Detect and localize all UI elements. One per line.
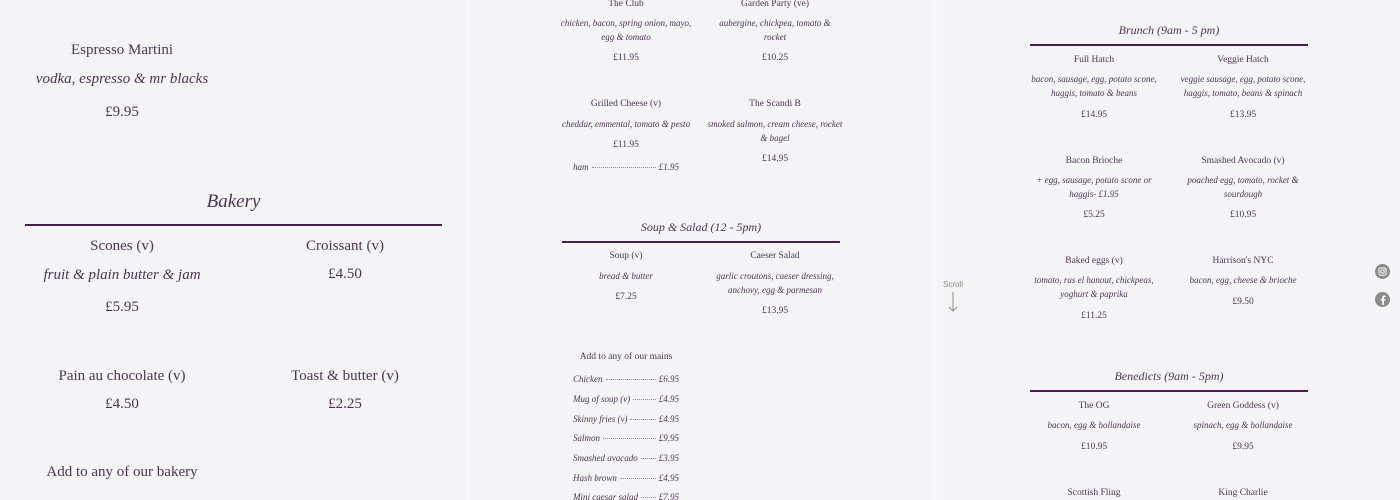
item-name: The Scandi B xyxy=(749,99,801,109)
scroll-label: Scroll xyxy=(942,280,963,289)
item-price: £11.95 xyxy=(613,140,639,150)
item-name: Harrison's NYC xyxy=(1212,256,1274,266)
item-name: Garden Party (ve) xyxy=(740,0,810,9)
item-price: £5.25 xyxy=(1083,210,1105,220)
brunch-panel xyxy=(937,0,1400,500)
section-title-soup: Soup & Salad (12 - 5pm) xyxy=(640,220,762,234)
item-price: £13.95 xyxy=(761,306,789,316)
item-desc: tomato, ras el hanout, chickpeas, yoghurt & paprika xyxy=(1034,275,1154,299)
addon-label: ham xyxy=(573,162,589,172)
item-price: £14.95 xyxy=(1080,110,1108,120)
item-price: £10.25 xyxy=(761,53,789,63)
section-title-benedicts: Benedicts (9am - 5pm) xyxy=(1114,369,1224,383)
item-name: Espresso Martini xyxy=(70,42,174,58)
scroll-indicator[interactable] xyxy=(938,280,968,318)
addon-price: £1.95 xyxy=(658,162,679,172)
item-name: The Club xyxy=(608,0,644,9)
item-desc: bacon, sausage, egg, potato scone, haggis, tomato & beans xyxy=(1031,74,1157,98)
item-desc: smoked salmon, cream cheese, rocket & bagel xyxy=(707,119,843,143)
item-name: Scones (v) xyxy=(90,238,154,254)
mains-addon-row: Mini caesar salad £7.95 xyxy=(573,492,679,500)
item-name: Full Hatch xyxy=(1073,55,1115,65)
item-desc: fruit & plain butter & jam xyxy=(43,267,201,283)
item-desc: cheddar, emmental, tomato & pesto xyxy=(562,119,690,129)
item-desc: aubergine, chickpea, tomato & rocket xyxy=(719,18,831,42)
item-desc: vodka, espresso & mr blacks xyxy=(35,71,209,87)
item-desc: poached egg, tomato, rocket & sourdough xyxy=(1187,175,1299,199)
item-name: Grilled Cheese (v) xyxy=(590,99,662,109)
item-name: Bacon Brioche xyxy=(1065,156,1123,166)
item-desc: chicken, bacon, spring onion, mayo, egg & tomato xyxy=(560,18,692,42)
item-price: £9.95 xyxy=(105,104,139,120)
section-divider xyxy=(562,241,840,243)
mains-addon-row: Skinny fries (v) £4.95 xyxy=(573,414,679,424)
mains-panel xyxy=(470,0,932,500)
mains-addon-row: Salmon £9.95 xyxy=(573,433,679,443)
item-price: £4.50 xyxy=(105,396,139,412)
item-desc: spinach, egg & hollandaise xyxy=(1193,420,1293,430)
item-desc: bread & butter xyxy=(599,271,653,281)
item-name: Pain au chocolate (v) xyxy=(58,368,186,384)
item-price: £2.25 xyxy=(328,396,362,412)
item-name: Veggie Hatch xyxy=(1217,55,1269,65)
section-title-bakery: Bakery xyxy=(206,191,261,212)
item-name: Scottish Fling xyxy=(1067,488,1121,498)
mains-addon-row: Chicken £6.95 xyxy=(573,374,679,384)
section-divider xyxy=(1030,390,1308,392)
item-desc: bacon, egg, cheese & brioche xyxy=(1189,275,1297,285)
item-price: £7.25 xyxy=(615,292,637,302)
item-price: £11.95 xyxy=(613,53,639,63)
item-name: Caeser Salad xyxy=(750,251,800,261)
drinks-bakery-panel xyxy=(0,0,465,500)
mains-addon-row: Mug of soup (v) £4.95 xyxy=(573,394,679,404)
item-name: Green Goddess (v) xyxy=(1207,401,1279,411)
item-name: Soup (v) xyxy=(609,251,643,261)
item-price: £10.95 xyxy=(1229,210,1257,220)
ham-addon xyxy=(573,162,679,172)
instagram-icon[interactable] xyxy=(1375,264,1390,279)
mains-addon-title: Add to any of our mains xyxy=(579,352,673,362)
item-price: £13.95 xyxy=(1229,110,1257,120)
section-divider xyxy=(25,224,442,226)
item-desc: bacon, egg & hollandaise xyxy=(1047,420,1141,430)
item-name: Smashed Avocado (v) xyxy=(1201,156,1285,166)
item-desc: garlic croutons, caeser dressing, anchovy, egg & parmesan xyxy=(716,271,834,295)
item-price: £9.50 xyxy=(1232,297,1254,307)
item-price: £5.95 xyxy=(105,299,139,315)
item-name: King Charlie xyxy=(1218,488,1268,498)
item-name: The OG xyxy=(1078,401,1110,411)
item-price: £11.25 xyxy=(1081,311,1107,321)
mains-addon-row: Hash brown £4.95 xyxy=(573,473,679,483)
item-price: £14.95 xyxy=(761,154,789,164)
section-divider xyxy=(1030,44,1308,46)
facebook-icon[interactable] xyxy=(1375,292,1390,307)
item-price: £9.95 xyxy=(1232,442,1254,452)
item-name: Croissant (v) xyxy=(306,238,384,254)
mains-addon-row: Smashed avacado £3.95 xyxy=(573,453,679,463)
item-desc: + egg, sausage, potato scone or haggis- £1.95 xyxy=(1036,175,1152,199)
item-name: Toast & butter (v) xyxy=(291,368,399,384)
item-desc: veggie sausage, egg, potato scone, haggis, tomato, beans & spinach xyxy=(1180,74,1306,98)
item-name: Baked eggs (v) xyxy=(1065,256,1123,266)
item-price: £4.50 xyxy=(328,266,362,282)
addon-title: Add to any of our bakery xyxy=(46,464,198,480)
item-price: £10.95 xyxy=(1080,442,1108,452)
section-title-brunch: Brunch (9am - 5 pm) xyxy=(1118,23,1220,37)
arrow-down-icon xyxy=(947,291,959,313)
